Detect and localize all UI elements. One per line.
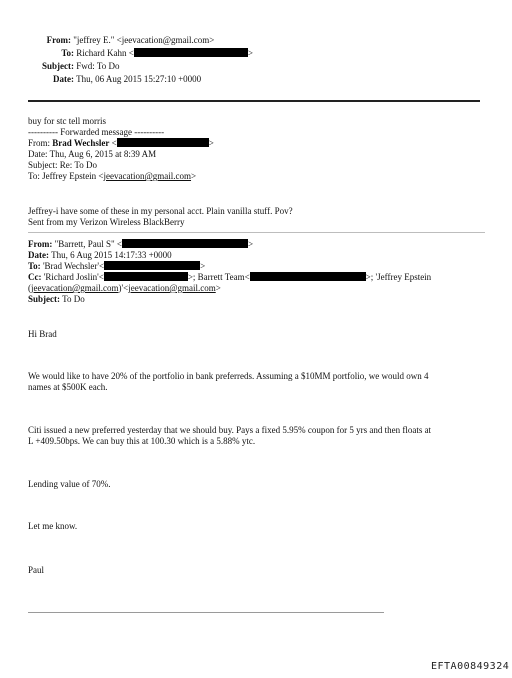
- orig-to-close: >: [200, 261, 206, 271]
- orig-from-value: "Barrett, Paul S" <: [54, 239, 122, 249]
- reply-divider: [28, 232, 485, 233]
- top-from-value: "jeffrey E." <jeevacation@gmail.com>: [73, 35, 215, 45]
- fwd-subject: Subject: Re: To Do: [28, 160, 97, 170]
- para-2-line-1: Citi issued a new preferred yesterday that we should buy. Pays a fixed 5.95% coupon for 5 yrs and then floats at: [28, 425, 432, 435]
- top-to-row: [38, 48, 253, 59]
- orig-cc-label: Cc:: [28, 272, 42, 282]
- top-subject-row: [38, 61, 119, 72]
- para-1-line-1: We would like to have 20% of the portfolio in bank preferreds. Assuming a $10MM portfolio, we would own 4: [28, 371, 429, 381]
- fwd-from-name: Brad Wechsler: [52, 138, 110, 148]
- fwd-to-email-link[interactable]: jeevacation@gmail.com: [103, 171, 192, 181]
- para-2-line-2: L +409.50bps. We can buy this at 100.30 which is a 5.88% ytc.: [28, 436, 256, 446]
- redaction-bar: [134, 48, 248, 57]
- orig-to-row: [28, 261, 205, 272]
- forward-marker: ---------- Forwarded message ----------: [28, 127, 165, 137]
- redaction-bar: [104, 272, 188, 281]
- redaction-bar: [117, 138, 209, 147]
- orig-cc-value-3: >; 'Jeffrey Epstein: [365, 272, 432, 282]
- top-to-value: Richard Kahn <: [76, 48, 134, 58]
- fwd-from-row: [28, 138, 214, 149]
- redaction-bar: [104, 261, 200, 270]
- orig-cc-row: [28, 272, 431, 283]
- orig-cc-end: >: [215, 283, 221, 293]
- para-1-line-2: names at $500K each.: [28, 382, 108, 392]
- para-4: Let me know.: [28, 521, 78, 531]
- fwd-from-close: >: [208, 138, 214, 148]
- top-from-label: From:: [46, 35, 71, 45]
- para-3: Lending value of 70%.: [28, 479, 111, 489]
- orig-cc-mid: )'<: [118, 283, 129, 293]
- orig-cc-email-link-2[interactable]: jeevacation@gmail.com: [128, 283, 216, 293]
- top-to-close: >: [247, 48, 253, 58]
- greeting: Hi Brad: [28, 329, 57, 339]
- orig-from-close: >: [248, 239, 254, 249]
- reply-line-2: Sent from my Verizon Wireless BlackBerry: [28, 217, 185, 227]
- orig-subject-row: [28, 294, 85, 305]
- orig-cc-email-link-1[interactable]: jeevacation@gmail.com: [31, 283, 119, 293]
- redaction-bar: [250, 272, 366, 281]
- fwd-to-suffix: >: [191, 171, 197, 181]
- top-subject-value: Fwd: To Do: [76, 61, 120, 71]
- orig-from-label: From:: [28, 239, 53, 249]
- body-first-line: buy for stc tell morris: [28, 116, 106, 126]
- redaction-bar: [122, 239, 248, 248]
- header-divider: [28, 100, 480, 102]
- fwd-from-open: <: [109, 138, 117, 148]
- orig-date-value: Thu, 6 Aug 2015 14:17:33 +0000: [51, 250, 172, 260]
- orig-cc-open: (: [28, 283, 31, 293]
- fwd-from-label: From:: [28, 138, 51, 148]
- top-date-label: Date:: [53, 74, 74, 84]
- orig-date-row: [28, 250, 172, 261]
- fwd-to-prefix: To: Jeffrey Epstein <: [28, 171, 104, 181]
- orig-from-row: [28, 239, 253, 250]
- orig-to-label: To:: [28, 261, 41, 271]
- top-subject-label: Subject:: [42, 61, 74, 71]
- document-id: EFTA00849324: [431, 661, 510, 672]
- reply-line-1: Jeffrey-i have some of these in my personal acct. Plain vanilla stuff. Pov?: [28, 206, 293, 216]
- signoff: Paul: [28, 565, 45, 575]
- fwd-date: Date: Thu, Aug 6, 2015 at 8:39 AM: [28, 149, 157, 159]
- orig-subject-value: To Do: [62, 294, 85, 304]
- top-date-value: Thu, 06 Aug 2015 15:27:10 +0000: [76, 74, 202, 84]
- top-from-row: [38, 35, 214, 46]
- orig-cc-row-2: [28, 283, 221, 294]
- orig-subject-label: Subject:: [28, 294, 60, 304]
- top-to-label: To:: [61, 48, 74, 58]
- orig-date-label: Date:: [28, 250, 49, 260]
- top-date-row: [38, 74, 201, 85]
- orig-cc-value-1: 'Richard Joslin'<: [43, 272, 104, 282]
- signature-divider: [28, 612, 384, 613]
- orig-cc-value-2: >; Barrett Team<: [187, 272, 250, 282]
- fwd-to-row: [28, 171, 196, 182]
- orig-to-value: 'Brad Wechsler'<: [42, 261, 105, 271]
